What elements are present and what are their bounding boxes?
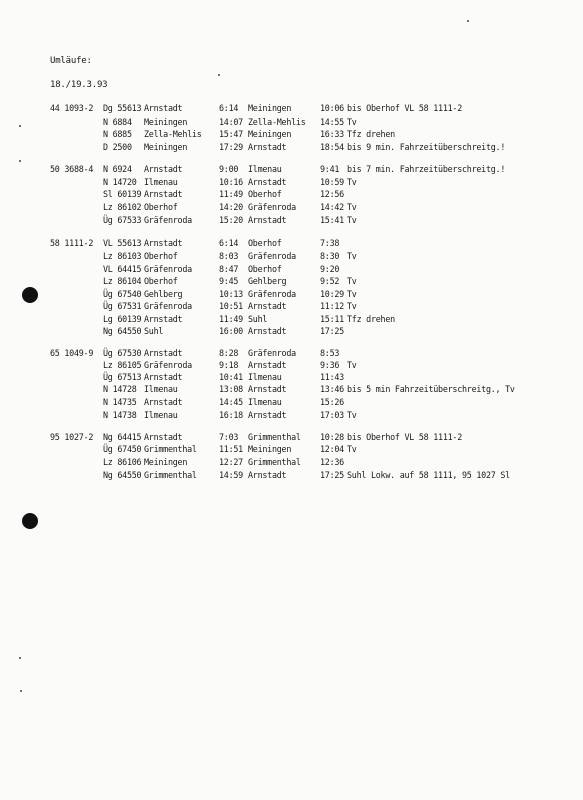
row-train: N 14720 bbox=[103, 177, 137, 187]
row-to: Arnstadt bbox=[248, 142, 287, 152]
row-arr: 15:26 bbox=[320, 397, 344, 407]
row-to: Ilmenau bbox=[248, 164, 282, 174]
row-to: Arnstadt bbox=[248, 384, 287, 394]
row-train: Sl 60139 bbox=[103, 189, 142, 199]
row-arr: 11:43 bbox=[320, 372, 344, 382]
row-arr: 12:56 bbox=[320, 189, 344, 199]
row-arr: 17:25 bbox=[320, 326, 344, 336]
row-arr: 8:53 bbox=[320, 348, 340, 358]
row-arr: 9:20 bbox=[320, 264, 340, 274]
row-dep: 9:45 bbox=[219, 276, 239, 286]
row-to: Meiningen bbox=[248, 103, 292, 113]
row-arr: 10:59 bbox=[320, 177, 344, 187]
row-dep: 17:29 bbox=[219, 142, 243, 152]
row-from: Gräfenroda bbox=[144, 215, 192, 225]
row-from: Oberhof bbox=[144, 251, 178, 261]
punch-hole-bottom bbox=[22, 513, 38, 529]
row-train: Dg 55613 bbox=[103, 103, 142, 113]
row-train: Üg 67540 bbox=[103, 289, 142, 299]
row-to: Gräfenroda bbox=[248, 202, 296, 212]
row-train: D 2500 bbox=[103, 142, 132, 152]
row-dep: 14:59 bbox=[219, 470, 243, 480]
row-to: Oberhof bbox=[248, 238, 282, 248]
row-to: Zella-Mehlis bbox=[248, 117, 306, 127]
row-train: N 14738 bbox=[103, 410, 137, 420]
row-loco: 95 1027-2 bbox=[50, 432, 94, 442]
row-note: bis Oberhof VL 58 1111-2 bbox=[347, 103, 463, 113]
speck bbox=[19, 657, 21, 659]
row-arr: 10:29 bbox=[320, 289, 344, 299]
row-train: Üg 67530 bbox=[103, 348, 142, 358]
row-dep: 14:07 bbox=[219, 117, 243, 127]
row-from: Ilmenau bbox=[144, 410, 178, 420]
row-train: Üg 67533 bbox=[103, 215, 142, 225]
row-from: Gräfenroda bbox=[144, 264, 192, 274]
row-train: Lz 86103 bbox=[103, 251, 142, 261]
row-train: Lz 86106 bbox=[103, 457, 142, 467]
row-dep: 16:00 bbox=[219, 326, 243, 336]
row-to: Ilmenau bbox=[248, 397, 282, 407]
row-train: N 6924 bbox=[103, 164, 132, 174]
row-train: Lg 60139 bbox=[103, 314, 142, 324]
row-dep: 9:18 bbox=[219, 360, 239, 370]
row-from: Arnstadt bbox=[144, 238, 183, 248]
row-from: Gräfenroda bbox=[144, 301, 192, 311]
row-to: Gräfenroda bbox=[248, 251, 296, 261]
row-from: Oberhof bbox=[144, 276, 178, 286]
row-from: Arnstadt bbox=[144, 348, 183, 358]
row-loco: 50 3688-4 bbox=[50, 164, 94, 174]
row-train: Ng 64550 bbox=[103, 470, 142, 480]
row-from: Arnstadt bbox=[144, 103, 183, 113]
row-from: Gräfenroda bbox=[144, 360, 192, 370]
row-train: Üg 67513 bbox=[103, 372, 142, 382]
row-arr: 14:42 bbox=[320, 202, 344, 212]
document-title: Umläufe: bbox=[50, 56, 92, 66]
row-arr: 9:41 bbox=[320, 164, 340, 174]
row-note: bis Oberhof VL 58 1111-2 bbox=[347, 432, 463, 442]
row-note: Tv bbox=[347, 215, 357, 225]
row-train: Ng 64415 bbox=[103, 432, 142, 442]
row-to: Oberhof bbox=[248, 264, 282, 274]
row-to: Oberhof bbox=[248, 189, 282, 199]
row-train: N 6884 bbox=[103, 117, 132, 127]
row-to: Gräfenroda bbox=[248, 348, 296, 358]
row-arr: 15:41 bbox=[320, 215, 344, 225]
row-from: Meiningen bbox=[144, 117, 188, 127]
row-dep: 9:00 bbox=[219, 164, 239, 174]
row-from: Arnstadt bbox=[144, 397, 183, 407]
row-train: Lz 86104 bbox=[103, 276, 142, 286]
row-to: Arnstadt bbox=[248, 326, 287, 336]
row-to: Grimmenthal bbox=[248, 432, 301, 442]
row-from: Suhl bbox=[144, 326, 164, 336]
row-loco: 65 1049-9 bbox=[50, 348, 94, 358]
row-to: Arnstadt bbox=[248, 301, 287, 311]
row-train: Lz 86102 bbox=[103, 202, 142, 212]
row-train: N 14735 bbox=[103, 397, 137, 407]
row-from: Ilmenau bbox=[144, 384, 178, 394]
row-from: Ilmenau bbox=[144, 177, 178, 187]
speck bbox=[218, 74, 220, 76]
row-note: bis 5 min Fahrzeitüberschreitg., Tv bbox=[347, 384, 515, 394]
row-train: Lz 86105 bbox=[103, 360, 142, 370]
row-arr: 9:36 bbox=[320, 360, 340, 370]
row-dep: 16:18 bbox=[219, 410, 243, 420]
row-to: Suhl bbox=[248, 314, 268, 324]
row-note: Tv bbox=[347, 360, 357, 370]
row-note: bis 7 min. Fahrzeitüberschreitg.! bbox=[347, 164, 506, 174]
speck bbox=[19, 160, 21, 162]
row-to: Gehlberg bbox=[248, 276, 287, 286]
row-to: Grimmenthal bbox=[248, 457, 301, 467]
row-dep: 11:49 bbox=[219, 189, 243, 199]
row-dep: 6:14 bbox=[219, 103, 239, 113]
row-dep: 10:13 bbox=[219, 289, 243, 299]
row-note: Tv bbox=[347, 177, 357, 187]
row-dep: 14:45 bbox=[219, 397, 243, 407]
row-arr: 9:52 bbox=[320, 276, 340, 286]
row-dep: 11:49 bbox=[219, 314, 243, 324]
row-dep: 15:20 bbox=[219, 215, 243, 225]
row-note: Tv bbox=[347, 289, 357, 299]
row-arr: 10:28 bbox=[320, 432, 344, 442]
row-arr: 18:54 bbox=[320, 142, 344, 152]
row-from: Zella-Mehlis bbox=[144, 129, 202, 139]
row-note: Tv bbox=[347, 251, 357, 261]
row-arr: 12:04 bbox=[320, 444, 344, 454]
row-from: Meiningen bbox=[144, 457, 188, 467]
row-from: Arnstadt bbox=[144, 432, 183, 442]
row-from: Arnstadt bbox=[144, 164, 183, 174]
row-to: Arnstadt bbox=[248, 177, 287, 187]
row-arr: 15:11 bbox=[320, 314, 344, 324]
row-loco: 44 1093-2 bbox=[50, 103, 94, 113]
row-arr: 7:38 bbox=[320, 238, 340, 248]
row-from: Arnstadt bbox=[144, 372, 183, 382]
row-note: Tv bbox=[347, 276, 357, 286]
row-dep: 12:27 bbox=[219, 457, 243, 467]
row-note: Tv bbox=[347, 444, 357, 454]
row-note: bis 9 min. Fahrzeitüberschreitg.! bbox=[347, 142, 506, 152]
row-note: Suhl Lokw. auf 58 1111, 95 1027 Sl bbox=[347, 470, 510, 480]
row-from: Oberhof bbox=[144, 202, 178, 212]
row-arr: 17:25 bbox=[320, 470, 344, 480]
row-to: Arnstadt bbox=[248, 360, 287, 370]
speck bbox=[19, 125, 21, 127]
row-dep: 15:47 bbox=[219, 129, 243, 139]
row-note: Tfz drehen bbox=[347, 129, 395, 139]
row-arr: 13:46 bbox=[320, 384, 344, 394]
row-dep: 10:16 bbox=[219, 177, 243, 187]
row-from: Arnstadt bbox=[144, 189, 183, 199]
row-train: N 14728 bbox=[103, 384, 137, 394]
row-arr: 10:06 bbox=[320, 103, 344, 113]
row-from: Meiningen bbox=[144, 142, 188, 152]
row-from: Gehlberg bbox=[144, 289, 183, 299]
row-note: Tv bbox=[347, 301, 357, 311]
row-dep: 7:03 bbox=[219, 432, 239, 442]
row-to: Ilmenau bbox=[248, 372, 282, 382]
row-dep: 8:03 bbox=[219, 251, 239, 261]
row-train: VL 55613 bbox=[103, 238, 142, 248]
row-note: Tv bbox=[347, 202, 357, 212]
row-from: Grimmenthal bbox=[144, 470, 197, 480]
punch-hole-top bbox=[22, 287, 38, 303]
row-from: Arnstadt bbox=[144, 314, 183, 324]
row-to: Gräfenroda bbox=[248, 289, 296, 299]
row-to: Arnstadt bbox=[248, 410, 287, 420]
row-dep: 10:51 bbox=[219, 301, 243, 311]
row-dep: 11:51 bbox=[219, 444, 243, 454]
speck bbox=[467, 20, 469, 22]
row-note: Tfz drehen bbox=[347, 314, 395, 324]
row-train: Ng 64550 bbox=[103, 326, 142, 336]
row-train: N 6885 bbox=[103, 129, 132, 139]
row-train: Üg 67531 bbox=[103, 301, 142, 311]
speck bbox=[20, 690, 22, 692]
row-arr: 16:33 bbox=[320, 129, 344, 139]
row-to: Arnstadt bbox=[248, 215, 287, 225]
row-to: Meiningen bbox=[248, 129, 292, 139]
row-note: Tv bbox=[347, 410, 357, 420]
row-arr: 12:36 bbox=[320, 457, 344, 467]
row-arr: 14:55 bbox=[320, 117, 344, 127]
row-loco: 58 1111-2 bbox=[50, 238, 94, 248]
row-note: Tv bbox=[347, 117, 357, 127]
row-to: Arnstadt bbox=[248, 470, 287, 480]
row-arr: 11:12 bbox=[320, 301, 344, 311]
row-train: VL 64415 bbox=[103, 264, 142, 274]
row-dep: 10:41 bbox=[219, 372, 243, 382]
row-dep: 8:28 bbox=[219, 348, 239, 358]
document-date: 18./19.3.93 bbox=[50, 80, 108, 90]
row-dep: 6:14 bbox=[219, 238, 239, 248]
row-arr: 17:03 bbox=[320, 410, 344, 420]
row-arr: 8:30 bbox=[320, 251, 340, 261]
row-dep: 14:20 bbox=[219, 202, 243, 212]
row-to: Meiningen bbox=[248, 444, 292, 454]
row-dep: 13:08 bbox=[219, 384, 243, 394]
row-from: Grimmenthal bbox=[144, 444, 197, 454]
row-dep: 8:47 bbox=[219, 264, 239, 274]
row-train: Üg 67450 bbox=[103, 444, 142, 454]
